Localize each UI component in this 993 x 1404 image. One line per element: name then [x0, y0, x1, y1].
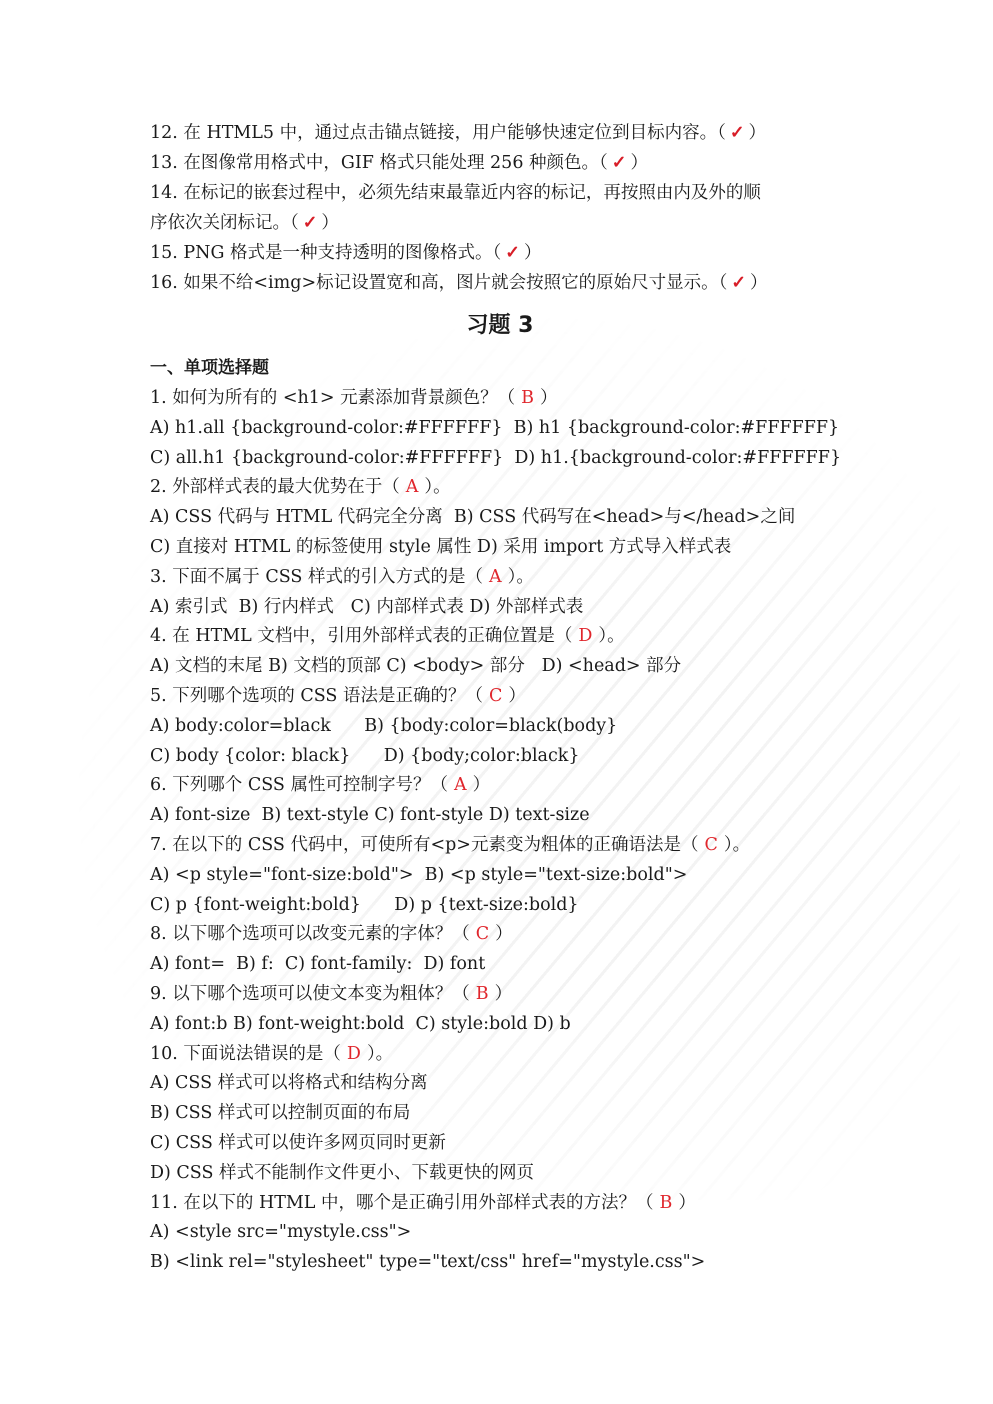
option-line: C) CSS 样式可以使许多网页同时更新: [150, 1132, 446, 1153]
check-mark-icon: ✓: [505, 243, 520, 263]
question-tail: ）: [494, 983, 513, 1004]
option-line: A) font-size B) text-style C) font-style D) text-size: [150, 805, 590, 826]
question-tail: ）。: [366, 1043, 394, 1064]
question-stem: [150, 771, 850, 801]
question-stem: [150, 473, 850, 503]
question-stem: [150, 920, 850, 950]
question-text: 3. 下面不属于 CSS 样式的引入方式的是（: [150, 566, 483, 587]
option-line: A) CSS 代码与 HTML 代码完全分离 B) CSS 代码写在<head>与</head>之间: [150, 507, 796, 528]
question-stem: [150, 1040, 850, 1070]
question-tail: ）: [508, 685, 526, 706]
answer-letter: D: [578, 626, 593, 647]
option-line: C) body {color: black} D) {body;color:black}: [150, 745, 580, 766]
tf-item-line: [150, 118, 850, 148]
tf-item-text: 12. 在 HTML5 中，通过点击锚点链接，用户能够快速定位到目标内容。（: [150, 123, 726, 143]
question-tail: ）: [540, 388, 558, 408]
question-tail: ）: [678, 1192, 696, 1213]
answer-letter: A: [453, 775, 467, 796]
question-tail: ）。: [723, 834, 751, 855]
tf-item-line: [150, 208, 850, 238]
answer-letter: B: [521, 388, 534, 408]
answer-letter: C: [488, 685, 503, 706]
question-tail: ）。: [424, 477, 451, 498]
answer-letter: C: [704, 834, 718, 855]
tf-item-text: 15. PNG 格式是一种支持透明的图像格式。（: [150, 243, 502, 263]
question-text: 6. 下列哪个 CSS 属性可控制字号？（: [150, 775, 448, 796]
question-stem: [150, 1189, 850, 1219]
question-tail: ）: [472, 775, 491, 796]
answer-letter: D: [346, 1043, 361, 1064]
question-text: 4. 在 HTML 文档中，引用外部样式表的正确位置是（: [150, 626, 573, 647]
question-text: 11. 在以下的 HTML 中，哪个是正确引用外部样式表的方法？（: [150, 1192, 654, 1213]
tf-item-text: 14. 在标记的嵌套过程中，必须先结束最靠近内容的标记，再按照由内及外的顺: [150, 183, 761, 203]
check-mark-icon: ✓: [729, 123, 745, 143]
question-stem: [150, 980, 850, 1010]
option-line: D) CSS 样式不能制作文件更小、下载更快的网页: [150, 1162, 535, 1183]
tf-item-close: ）: [750, 273, 768, 293]
question-text: 10. 下面说法错误的是（: [150, 1043, 341, 1064]
option-line: A) CSS 样式可以将格式和结构分离: [150, 1073, 428, 1094]
answer-letter: C: [475, 924, 490, 945]
question-list: [150, 384, 850, 1278]
tf-item-line: [150, 238, 850, 268]
option-line: A) h1.all {background-color:#FFFFFF} B) h1 {background-color:#FFFFFF}: [150, 417, 840, 438]
question-stem: [150, 384, 850, 414]
option-line: A) font:b B) font-weight:bold C) style:bold D) b: [150, 1013, 571, 1034]
option-line: B) CSS 样式可以控制页面的布局: [150, 1103, 411, 1124]
question-text: 5. 下列哪个选项的 CSS 语法是正确的？（: [150, 685, 483, 706]
check-mark-icon: ✓: [302, 213, 318, 233]
tf-item-close: ）: [321, 213, 339, 233]
page-content: [150, 118, 850, 1278]
tf-item-close: ）: [630, 153, 648, 173]
tf-item-line: [150, 268, 850, 298]
question-tail: ）。: [598, 626, 625, 647]
tf-item-text: 16. 如果不给<img>标记设置宽和高，图片就会按照它的原始尺寸显示。（: [150, 273, 728, 293]
question-tail: ）。: [507, 566, 534, 587]
option-line: A) font= B) f: C) font-family: D) font: [150, 954, 486, 975]
option-line: A) <style src="mystyle.css">: [150, 1222, 412, 1243]
answer-letter: A: [488, 566, 502, 587]
question-text: 7. 在以下的 CSS 代码中，可使所有<p>元素变为粗体的正确语法是（: [150, 834, 699, 855]
exercise-heading: 习题 3: [466, 313, 534, 338]
tf-item-line: [150, 148, 850, 178]
option-line: A) <p style="font-size:bold"> B) <p style="text-size:bold">: [150, 864, 688, 885]
check-mark-icon: ✓: [611, 153, 627, 173]
true-false-list: [150, 118, 850, 298]
question-stem: [150, 682, 850, 712]
answer-letter: B: [659, 1192, 673, 1213]
question-text: 2. 外部样式表的最大优势在于（: [150, 477, 400, 498]
answer-letter: A: [405, 477, 419, 498]
question-text: 8. 以下哪个选项可以改变元素的字体？（: [150, 924, 470, 945]
question-tail: ）: [495, 924, 513, 945]
section-title: 一、单项选择题: [150, 358, 269, 378]
option-line: C) p {font-weight:bold} D) p {text-size:bold}: [150, 894, 579, 915]
tf-item-close: ）: [523, 243, 542, 263]
tf-item-text: 序依次关闭标记。（: [150, 213, 299, 233]
option-line: A) 文档的末尾 B) 文档的顶部 C) <body> 部分 D) <head> 部分: [150, 656, 682, 677]
option-line: C) all.h1 {background-color:#FFFFFF} D) h1.{background-color:#FFFFFF}: [150, 447, 842, 468]
tf-item-text: 13. 在图像常用格式中，GIF 格式只能处理 256 种颜色。（: [150, 153, 608, 173]
check-mark-icon: ✓: [731, 273, 747, 293]
question-stem: [150, 563, 850, 593]
question-text: 1. 如何为所有的 <h1> 元素添加背景颜色？（: [150, 388, 516, 408]
option-line: A) 索引式 B) 行内样式 C) 内部样式表 D) 外部样式表: [150, 596, 584, 617]
question-text: 9. 以下哪个选项可以使文本变为粗体？（: [150, 983, 470, 1004]
question-stem: [150, 622, 850, 652]
option-line: A) body:color=black B) {body:color=black(body}: [150, 715, 618, 736]
tf-item-line: [150, 178, 850, 208]
answer-letter: B: [475, 983, 489, 1004]
option-line: B) <link rel="stylesheet" type="text/css" href="mystyle.css">: [150, 1252, 706, 1273]
question-stem: [150, 831, 850, 861]
tf-item-close: ）: [748, 123, 767, 143]
option-line: C) 直接对 HTML 的标签使用 style 属性 D) 采用 import 方式导入样式表: [150, 536, 732, 557]
